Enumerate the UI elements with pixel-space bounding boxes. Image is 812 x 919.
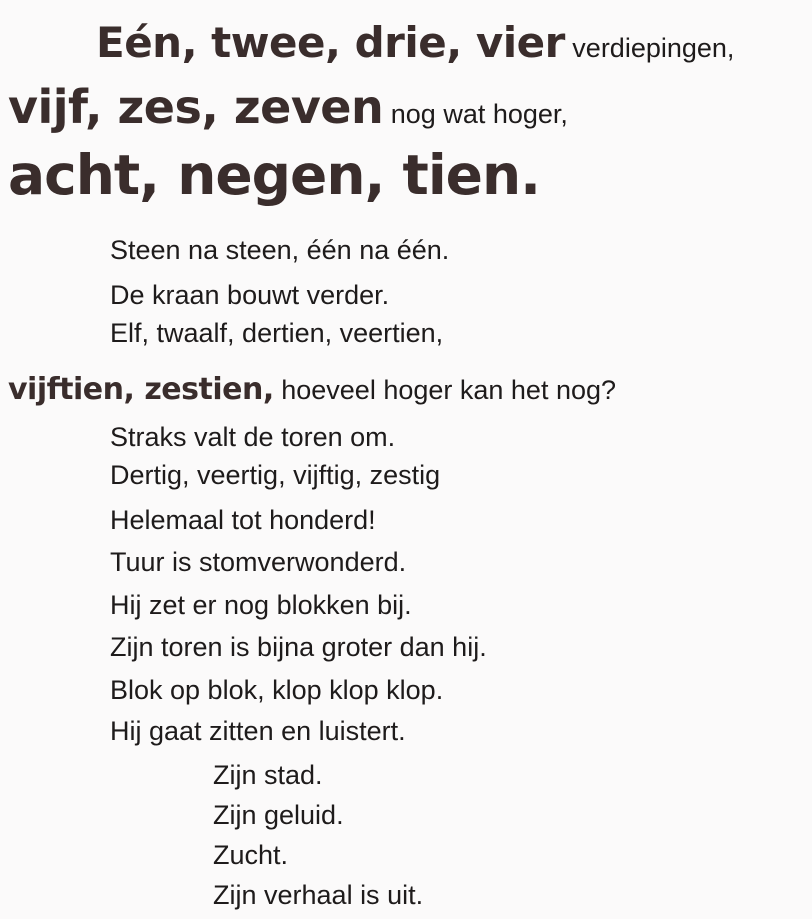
poem-line-2 [8,80,568,134]
poem-line-10: Helemaal tot honderd! [110,505,376,535]
poem-line-11: Tuur is stomverwonderd. [110,547,407,577]
poem-line-15: Hij gaat zitten en luistert. [110,716,406,746]
line-1-regular: verdiepingen, [564,33,735,63]
poem-line-12: Hij zet er nog blokken bij. [110,590,412,620]
poem-line-1 [96,18,734,67]
line-7-bold: vijftien, zestien, [8,372,274,407]
poem-line-16: Zijn stad. [213,760,323,790]
line-7-regular: hoeveel hoger kan het nog? [273,375,617,405]
poem-line-7 [8,372,616,407]
poem-line-3 [8,143,540,207]
line-2-bold: vijf, zes, zeven [8,80,384,134]
poem-line-19: Zijn verhaal is uit. [213,880,424,910]
poem-line-13: Zijn toren is bijna groter dan hij. [110,632,487,662]
line-2-regular: nog wat hoger, [383,99,568,129]
poem-line-14: Blok op blok, klop klop klop. [110,675,444,705]
poem-line-6: Elf, twaalf, dertien, veertien, [110,318,444,348]
poem-line-9: Dertig, veertig, vijftig, zestig [110,460,441,490]
poem-line-18: Zucht. [213,840,289,870]
line-1-bold: Eén, twee, drie, vier [96,18,565,67]
poem-line-8: Straks valt de toren om. [110,422,396,452]
poem-line-5: De kraan bouwt verder. [110,280,390,310]
line-3-bold: acht, negen, tien. [8,143,541,207]
poem-line-17: Zijn geluid. [213,800,344,830]
poem-line-4: Steen na steen, één na één. [110,235,450,265]
